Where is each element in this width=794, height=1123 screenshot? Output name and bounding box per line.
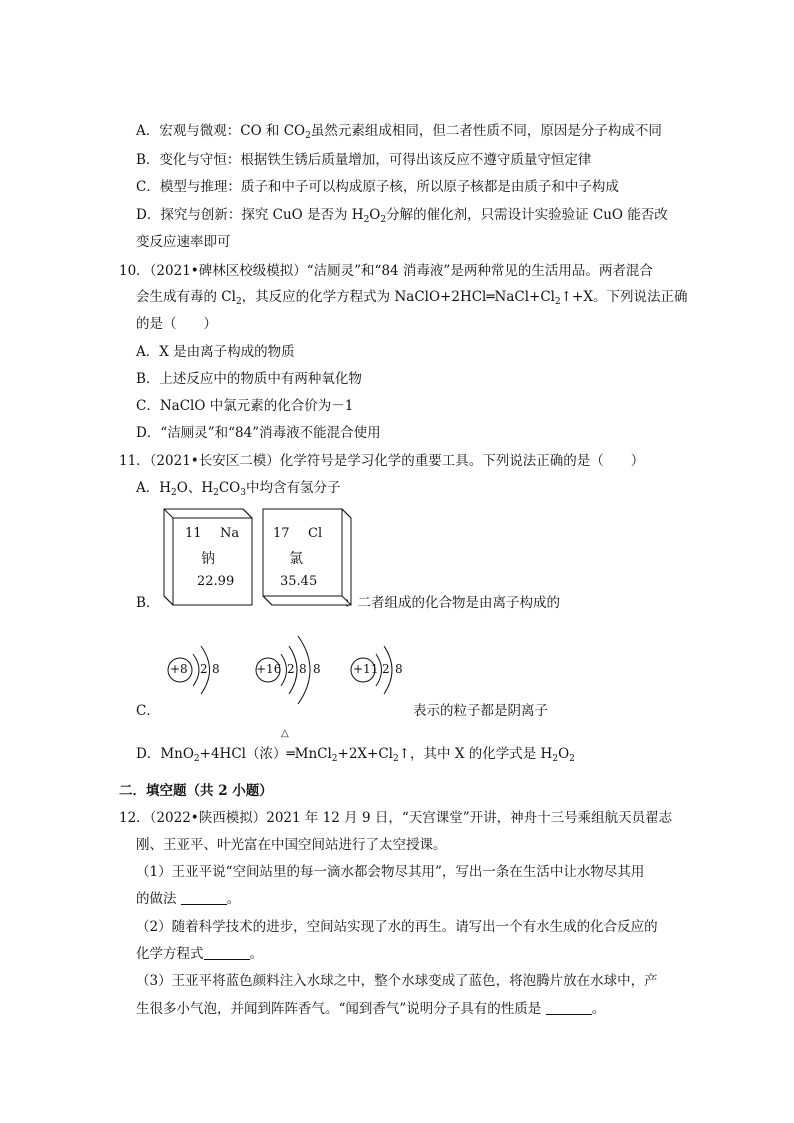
q10-stem-end: 的是（ ）	[136, 316, 217, 332]
answer-blank[interactable]	[181, 890, 227, 905]
q9-option-b: B．变化与守恒：根据铁生锈后质量增加，可得出该反应不遵守质量守恒定律	[136, 152, 592, 168]
shell-electrons: 2	[200, 662, 208, 676]
q10-option-c: C．NaClO 中氯元素的化合价为－1	[136, 398, 354, 414]
q10-option-a: A．X 是由离子构成的物质	[136, 344, 295, 360]
q10-stem: 10．（2021•碑林区校级模拟）“洁厕灵”和“84 消毒液”是两种常见的生活用品。两者混合	[119, 263, 653, 279]
element-symbol: Cl	[308, 526, 323, 541]
nucleus-charge: +8	[170, 662, 188, 676]
atomic-number: 17	[273, 526, 290, 541]
q12-part3: （3）王亚平将蓝色颜料注入水球之中，整个水球变成了蓝色，将泡腾片放在水球中，产	[136, 973, 658, 989]
q9-option-d-cont: 变反应速率即可	[136, 234, 231, 250]
atomic-mass: 22.99	[197, 574, 235, 589]
section-title: 二．填空题（共 2 小题）	[119, 783, 273, 799]
q10-stem-cont: 会生成有毒的 $Cl_2$，其反应的化学方程式为 $NaClO+2HCl═NaCl+Cl_2↑+X$。下列说法正确	[136, 289, 688, 307]
q12-stem: 12．（2022•陕西模拟）2021 年 12 月 9 日，“天宫课堂”开讲，神舟十三号乘组航天员翟志	[119, 810, 673, 826]
q12-part2-cont: 化学方程式 。	[136, 946, 263, 962]
cell-frame-icon	[262, 508, 352, 606]
answer-blank[interactable]	[204, 945, 250, 960]
element-name: 氯	[289, 551, 303, 567]
q12-part1-cont: 的做法 。	[136, 891, 241, 907]
atomic-structure-diagrams	[160, 624, 420, 704]
q10-option-d: D．“洁厕灵”和“84”消毒液不能混合使用	[136, 425, 381, 441]
shell-electrons: 8	[313, 662, 321, 676]
element-cell-cl	[262, 508, 352, 606]
q12-part1: （1）王亚平说“空间站里的每一滴水都会物尽其用”，写出一条在生活中让水物尽其用	[136, 864, 645, 880]
shell-electrons: 8	[395, 662, 403, 676]
q10-option-b: B．上述反应中的物质中有两种氧化物	[136, 371, 362, 387]
shell-electrons: 2	[287, 662, 295, 676]
atomic-number: 11	[185, 526, 202, 541]
q11-option-a: A．$H_2O$、$H_2CO_3$中均含有氢分子	[136, 480, 341, 498]
nucleus-charge: +11	[353, 662, 379, 676]
heat-symbol: △	[281, 728, 289, 739]
q11-option-c-text: 表示的粒子都是阴离子	[413, 703, 548, 719]
q9-option-a: A．宏观与微观：CO 和 $CO_2$虽然元素组成相同，但二者性质不同，原因是分子构成不同	[136, 123, 662, 141]
element-cell-na	[163, 508, 253, 606]
shell-electrons: 8	[299, 662, 307, 676]
q11-stem: 11．（2021•长安区二模）化学符号是学习化学的重要工具。下列说法正确的是（ ）	[119, 453, 645, 469]
element-name: 钠	[201, 551, 215, 567]
shell-electrons: 8	[212, 662, 220, 676]
q12-part2: （2）随着科学技术的进步，空间站实现了水的再生。请写出一个有水生成的化合反应的	[136, 919, 658, 935]
q11-option-b-label: B．	[136, 595, 160, 611]
q11-option-b-text: ：二者组成的化合物是由离子构成的	[344, 595, 560, 611]
q12-stem-cont: 刚、王亚平、叶光富在中国空间站进行了太空授课。	[136, 837, 447, 853]
nucleus-charge: +16	[256, 662, 282, 676]
q9-option-c: C．模型与推理：质子和中子可以构成原子核，所以原子核都是由质子和中子构成	[136, 179, 619, 195]
q12-part3-cont: 生很多小气泡，并闻到阵阵香气。“闻到香气”说明分子具有的性质是 。	[136, 1001, 606, 1017]
answer-blank[interactable]	[546, 1000, 592, 1015]
atomic-mass: 35.45	[280, 574, 318, 589]
q11-option-d: D．MnO$_2$+4HCl（浓）$═MnCl_2+2X+Cl_2↑$，其中 X 的化学式是 $H_2O_2$	[136, 746, 575, 764]
q11-option-c-label: C．	[136, 703, 160, 719]
shell-electrons: 2	[382, 662, 390, 676]
q9-option-d: D．探究与创新：探究 CuO 是否为 $H_2O_2$分解的催化剂，只需设计实验验证 CuO 能否改	[136, 207, 668, 225]
element-symbol: Na	[220, 526, 240, 541]
